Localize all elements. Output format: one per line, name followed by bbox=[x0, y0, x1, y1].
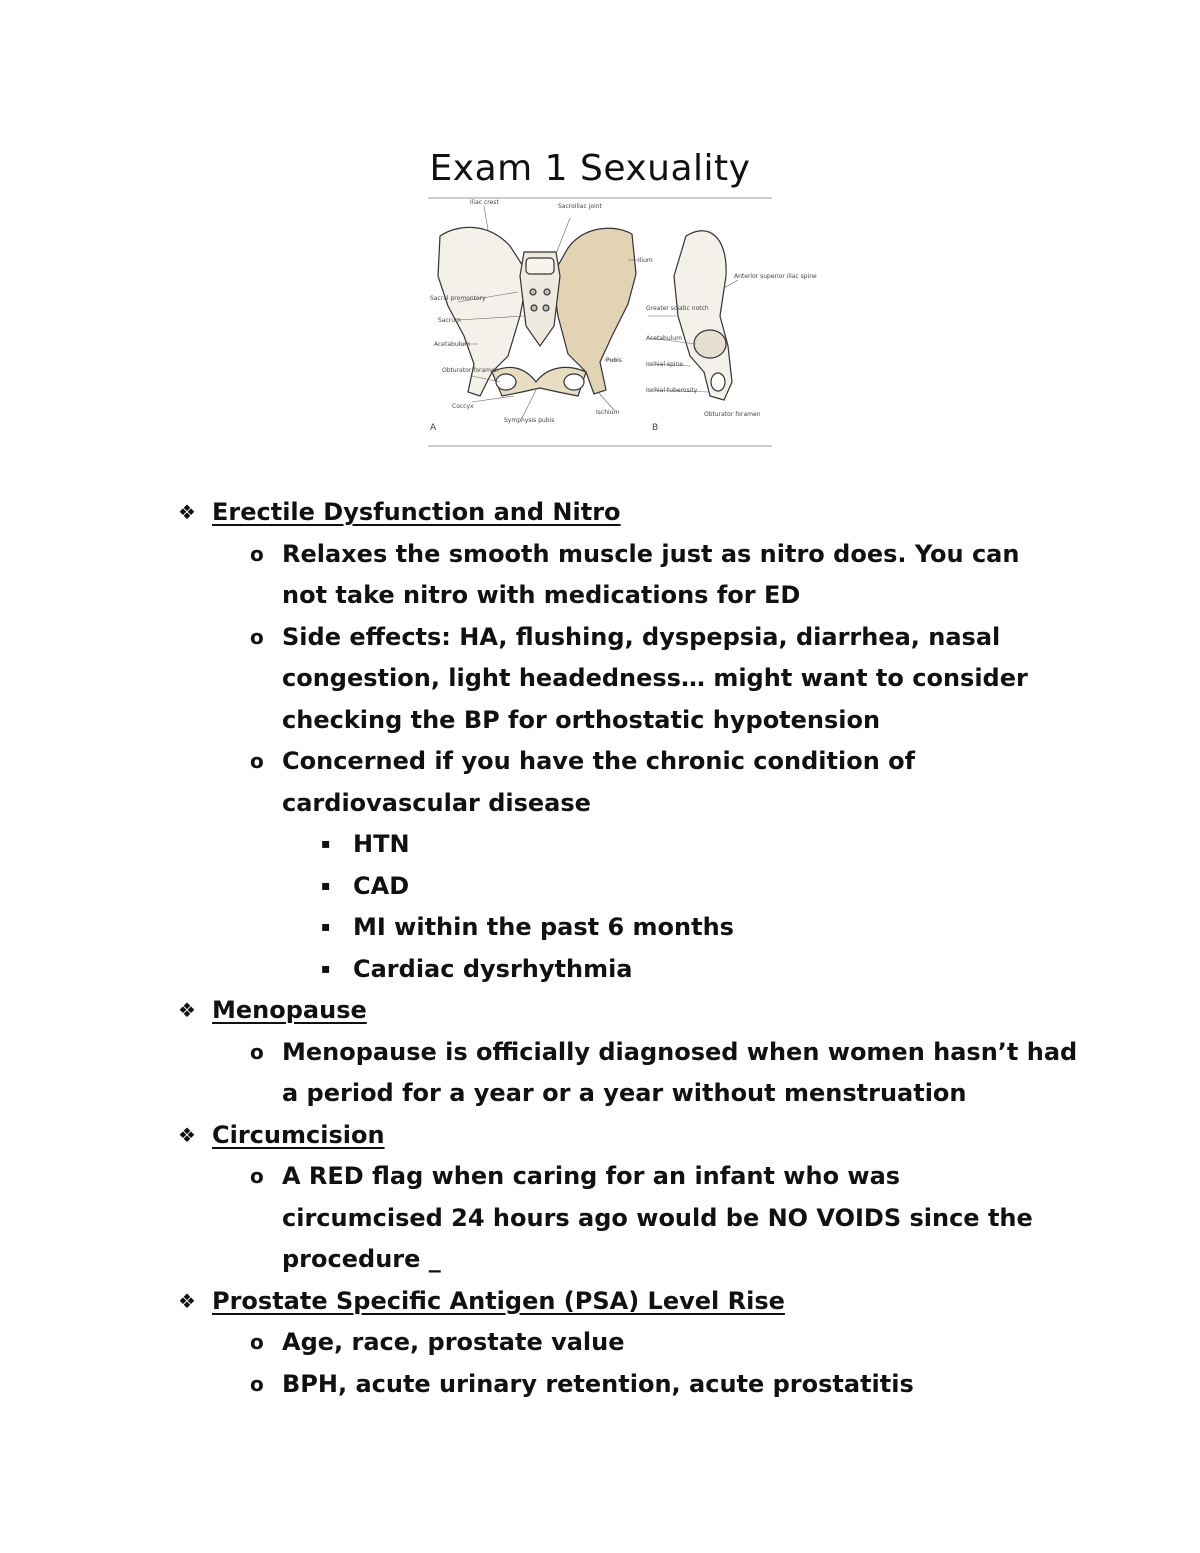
figure-label: Obturator foramen bbox=[442, 367, 499, 374]
square-bullet-icon: ▪ bbox=[321, 836, 331, 852]
circle-bullet-icon: o bbox=[250, 624, 264, 649]
figure-label: Symphysis pubis bbox=[504, 417, 555, 424]
section-heading bbox=[178, 1281, 1078, 1323]
pelvis-illustration bbox=[428, 196, 817, 448]
sub-list-item-text: HTN bbox=[353, 830, 410, 858]
diamond-bullet-icon: ❖ bbox=[178, 1122, 196, 1147]
pelvis-side-view bbox=[674, 231, 732, 400]
list-item-line: Menopause is officially diagnosed when women hasn’t had bbox=[282, 1037, 1078, 1066]
figure-label: Sacral promontory bbox=[430, 295, 486, 302]
section-heading bbox=[178, 492, 1078, 534]
circle-bullet-icon: o bbox=[250, 749, 264, 773]
list-item-line: A RED flag when caring for an infant who was bbox=[282, 1162, 901, 1190]
list-item bbox=[178, 741, 1078, 824]
list-item-line: not take nitro with medications for ED bbox=[282, 581, 801, 609]
list-item-line: BPH, acute urinary retention, acute prostatitis bbox=[282, 1369, 914, 1398]
list-item-line: checking the BP for orthostatic hypotension bbox=[282, 705, 881, 734]
figure-label: Acetabulum bbox=[434, 341, 470, 348]
notes-outline bbox=[178, 492, 1078, 1405]
sub-list-item bbox=[178, 907, 1078, 949]
list-item-line: Concerned if you have the chronic condition of bbox=[282, 747, 916, 775]
sub-list-item bbox=[178, 866, 1078, 908]
circle-bullet-icon: o bbox=[250, 1371, 264, 1396]
list-item bbox=[178, 1322, 1078, 1364]
section-heading bbox=[178, 1115, 1078, 1157]
figure-label: Pubis bbox=[606, 357, 622, 364]
figure-label: Ischial tuberosity bbox=[646, 387, 698, 394]
list-item-line: Side effects: HA, flushing, dyspepsia, diarrhea, nasal bbox=[282, 622, 1001, 651]
sub-list-item bbox=[178, 824, 1078, 866]
sub-list-item bbox=[178, 949, 1078, 991]
section-title: Prostate Specific Antigen (PSA) Level Rise bbox=[212, 1286, 785, 1315]
circle-bullet-icon: o bbox=[250, 1164, 264, 1188]
sub-list-item-text: MI within the past 6 months bbox=[353, 913, 734, 941]
sub-list-item-text: CAD bbox=[353, 871, 410, 900]
square-bullet-icon: ▪ bbox=[321, 877, 331, 894]
figure-panel-label: B bbox=[652, 423, 659, 433]
list-item bbox=[178, 1156, 1078, 1281]
sub-list-item-text: Cardiac dysrhythmia bbox=[353, 954, 633, 983]
list-item-line: cardiovascular disease bbox=[282, 788, 591, 817]
circle-bullet-icon: o bbox=[250, 1330, 264, 1354]
figure-label: Sacroiliac joint bbox=[558, 203, 602, 210]
figure-label: Ischium bbox=[596, 409, 620, 416]
circle-bullet-icon: o bbox=[250, 1039, 264, 1064]
list-item-line: Relaxes the smooth muscle just as nitro does. You can bbox=[282, 539, 1020, 568]
square-bullet-icon: ▪ bbox=[321, 960, 331, 977]
section-title: Circumcision bbox=[212, 1120, 385, 1149]
list-item bbox=[178, 1032, 1078, 1115]
figure-label: Greater sciatic notch bbox=[646, 305, 709, 312]
pelvis-anatomy-figure bbox=[428, 196, 817, 448]
list-item-line: procedure _ bbox=[282, 1245, 441, 1273]
diamond-bullet-icon: ❖ bbox=[178, 500, 196, 524]
figure-label: Sacrum bbox=[438, 317, 461, 324]
diamond-bullet-icon: ❖ bbox=[178, 998, 196, 1022]
list-item bbox=[178, 617, 1078, 742]
figure-label: Acetabulum bbox=[646, 335, 682, 342]
section-title: Erectile Dysfunction and Nitro bbox=[212, 498, 621, 526]
list-item-line: Age, race, prostate value bbox=[282, 1328, 625, 1356]
figure-label: Iliac crest bbox=[470, 199, 499, 206]
figure-label: Ischial spine bbox=[646, 361, 684, 368]
list-item-line: a period for a year or a year without menstruation bbox=[282, 1079, 967, 1107]
diamond-bullet-icon: ❖ bbox=[178, 1288, 196, 1313]
figure-label: Obturator foramen bbox=[704, 411, 761, 418]
list-item-line: congestion, light headedness… might want to consider bbox=[282, 664, 1028, 692]
circle-bullet-icon: o bbox=[250, 541, 264, 566]
figure-panel-label: A bbox=[430, 423, 437, 433]
figure-label: Anterior superior iliac spine bbox=[734, 273, 817, 280]
square-bullet-icon: ▪ bbox=[321, 919, 331, 935]
list-item bbox=[178, 1364, 1078, 1406]
list-item bbox=[178, 534, 1078, 617]
figure-label: Ilium bbox=[638, 257, 653, 264]
list-item-line: circumcised 24 hours ago would be NO VOIDS since the bbox=[282, 1203, 1033, 1232]
section-heading bbox=[178, 990, 1078, 1032]
section-title: Menopause bbox=[212, 996, 367, 1024]
page-title: Exam 1 Sexuality bbox=[429, 148, 751, 189]
figure-label: Coccyx bbox=[452, 403, 474, 410]
